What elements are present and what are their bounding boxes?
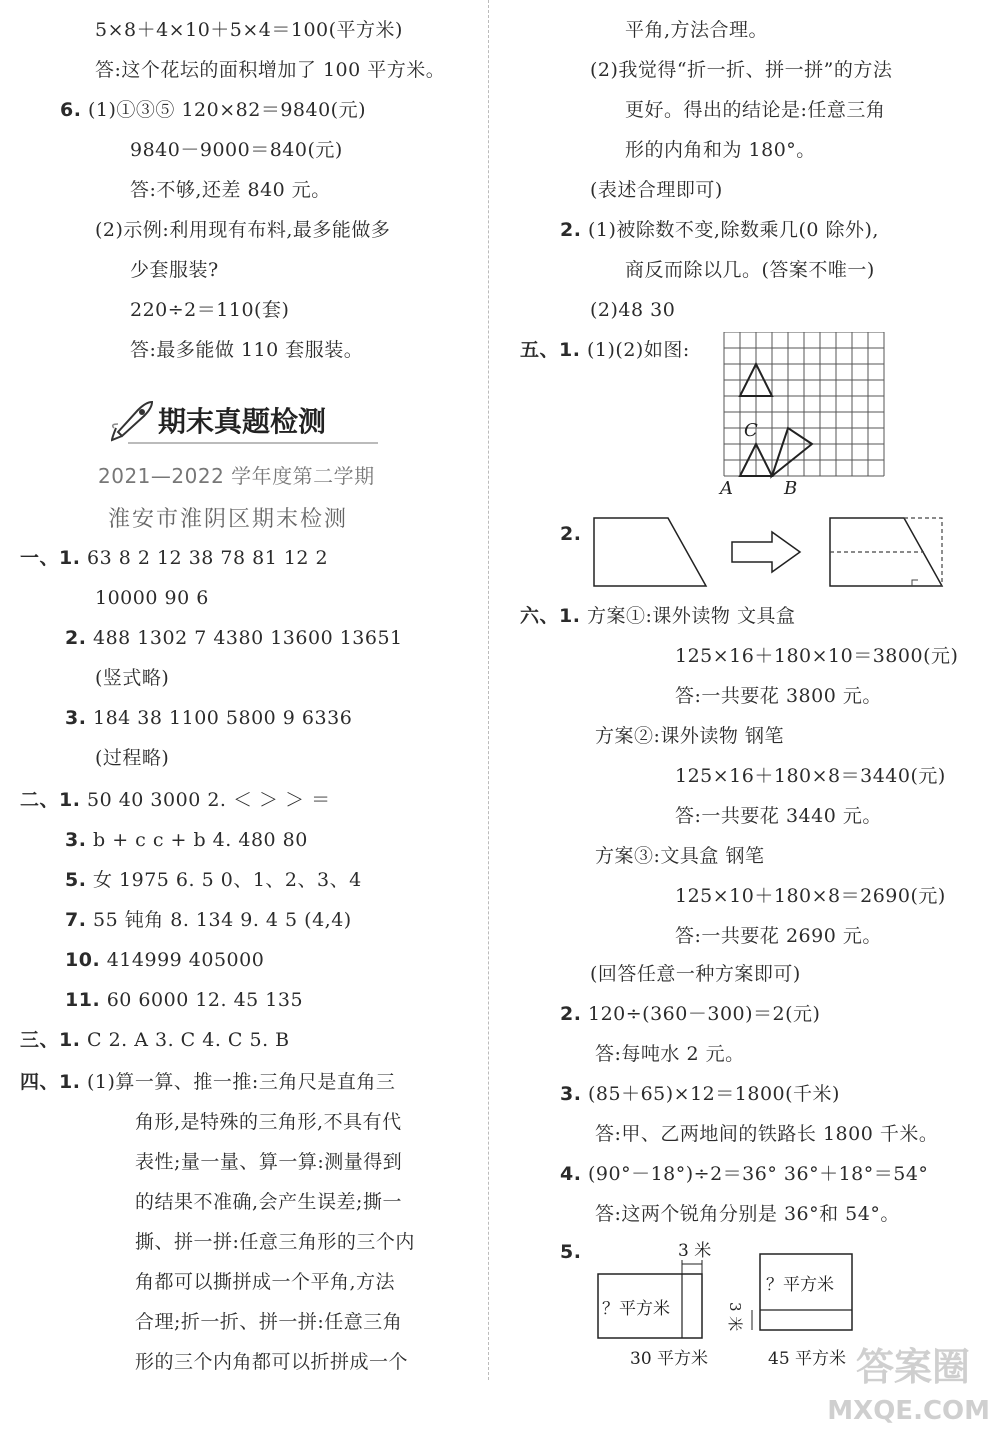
right-line [675, 764, 946, 788]
right-line [625, 138, 816, 162]
question-number: 2. [560, 523, 582, 545]
answer-text: 女 1975 6. 5 0、1、2、3、4 [93, 869, 362, 891]
answer-text: 形的内角和为 180°。 [625, 139, 816, 161]
answer-text: 55 钝角 8. 134 9. 4 5 (4,4) [93, 909, 352, 931]
answer-text: (1)算一算、推一推:三角尺是直角三 [87, 1071, 396, 1093]
right-line [675, 924, 882, 948]
left-line [95, 586, 209, 610]
left-line [135, 1230, 415, 1254]
left-line [130, 258, 219, 282]
left-line [95, 746, 169, 770]
rocket-icon [108, 398, 156, 442]
answer-text: 9840－9000＝840(元) [130, 139, 343, 161]
answer-text: 撕、拼一拼:任意三角形的三个内 [135, 1231, 415, 1253]
left-column [0, 0, 490, 1432]
trapezoid-figure [590, 512, 960, 590]
answer-text: 形的三个内角都可以折拼成一个 [135, 1351, 409, 1373]
answer-text: (过程略) [95, 747, 170, 769]
question-number: 10. [65, 949, 101, 971]
answer-text: 角都可以撕拼成一个平角,方法 [135, 1271, 396, 1293]
right-line [560, 1162, 928, 1186]
answer-text: 125×16＋180×8＝3440(元) [675, 765, 946, 787]
right-column [500, 0, 1000, 1432]
left-line [95, 218, 390, 242]
question-number: 4. [560, 1163, 582, 1185]
label-a: A [720, 478, 733, 498]
left-line [130, 338, 363, 362]
answer-text: 少套服装? [130, 259, 219, 281]
right-line [560, 1240, 581, 1264]
left-line [135, 1110, 402, 1134]
section-title: 期末真题检测 [158, 405, 327, 438]
answer-text: 答:这两个锐角分别是 36°和 54°。 [595, 1203, 900, 1225]
question-number: 2. [560, 1003, 582, 1025]
right-line [590, 58, 892, 82]
left-line [95, 58, 445, 82]
answer-text: 120÷(360－300)＝2(元) [588, 1003, 821, 1025]
answer-text: 答:这个花坛的面积增加了 100 平方米。 [95, 59, 446, 81]
right-line [560, 1002, 820, 1026]
left-line [135, 1150, 402, 1174]
right-line [595, 844, 764, 868]
answer-text: 答:一共要花 2690 元。 [675, 925, 882, 947]
answer-text: (表述合理即可) [590, 179, 723, 201]
answer-text: (2)示例:利用现有布料,最多能做多 [95, 219, 391, 241]
question-number: 5. [560, 1241, 582, 1263]
left-line [130, 138, 343, 162]
answer-text: 答:最多能做 110 套服装。 [130, 339, 364, 361]
section-header [108, 392, 378, 452]
left-line [60, 98, 366, 122]
watermark-top: 答案圈 [855, 1345, 970, 1389]
answer-text: 答:甲、乙两地间的铁路长 1800 千米。 [595, 1123, 939, 1145]
question-number: 一、1. [20, 547, 81, 569]
trapezoid-shape [594, 518, 706, 586]
question-number: 7. [65, 909, 87, 931]
title-underline [128, 442, 378, 444]
question-number: 3. [560, 1083, 582, 1105]
question-number: 2. [560, 219, 582, 241]
question-number: 3. [65, 707, 87, 729]
watermark-bottom: MXQE.COM [827, 1396, 990, 1426]
right-line [675, 804, 882, 828]
left-line [95, 666, 169, 690]
answer-text: (2)我觉得“折一折、拼一拼”的方法 [590, 59, 893, 81]
right-line [595, 724, 784, 748]
answer-text: (90°－18°)÷2＝36° 36°＋18°＝54° [588, 1163, 929, 1185]
right-line [590, 298, 675, 322]
right-line [560, 522, 581, 546]
right-line [595, 1122, 938, 1146]
left-line [20, 788, 331, 812]
answer-text: 答:一共要花 3800 元。 [675, 685, 882, 707]
answer-text: 5×8＋4×10＋5×4＝100(平方米) [95, 19, 403, 41]
answer-text: 125×10＋180×8＝2690(元) [675, 885, 946, 907]
left-rect-label: ？平方米 [602, 1299, 670, 1319]
answer-text: (2)48 30 [590, 299, 676, 321]
answer-text: 商反而除以几。(答案不唯一) [625, 259, 875, 281]
answer-text: 10000 90 6 [95, 587, 209, 609]
top-width-label: 3 米 [678, 1241, 712, 1261]
answer-text: C 2. A 3. C 4. C 5. B [87, 1029, 290, 1051]
right-line [560, 1082, 840, 1106]
answer-text: 60 6000 12. 45 135 [106, 989, 304, 1011]
right-line [520, 604, 795, 628]
left-line [135, 1270, 395, 1294]
right-line [675, 884, 946, 908]
left-line [65, 948, 264, 972]
right-line [520, 338, 690, 362]
bottom-right-label: 45 平方米 [768, 1349, 847, 1369]
answer-text: 488 1302 7 4380 13600 13651 [93, 627, 403, 649]
exam-subtitle: 淮安市淮阴区期末检测 [108, 507, 349, 532]
right-line [675, 644, 958, 668]
question-number: 三、1. [20, 1029, 81, 1051]
answer-text: 更好。得出的结论是:任意三角 [625, 99, 886, 121]
left-line [135, 1310, 402, 1334]
right-line [590, 962, 801, 986]
answer-text: 方案②:课外读物 钢笔 [595, 725, 784, 747]
side-height-label: 3 米 [726, 1302, 744, 1332]
left-line [65, 626, 403, 650]
answer-text: 答:每吨水 2 元。 [595, 1043, 745, 1065]
question-number: 6. [60, 99, 82, 121]
right-line [675, 684, 882, 708]
left-line [20, 1028, 290, 1052]
question-number: 11. [65, 989, 101, 1011]
answer-text: (85＋65)×12＝1800(千米) [588, 1083, 840, 1105]
label-c: C [744, 420, 758, 441]
left-line [65, 908, 352, 932]
answer-text: 角形,是特殊的三角形,不具有代 [135, 1111, 402, 1133]
right-line [595, 1042, 745, 1066]
question-number: 六、1. [520, 605, 581, 627]
question-number: 二、1. [20, 789, 81, 811]
left-line [130, 298, 289, 322]
answer-text: 平角,方法合理。 [625, 19, 769, 41]
left-line [65, 828, 308, 852]
left-line [65, 868, 362, 892]
question-number: 2. [65, 627, 87, 649]
left-line [20, 546, 328, 570]
answer-text: 表性;量一量、算一算:测量得到 [135, 1151, 403, 1173]
question-number: 5. [65, 869, 87, 891]
right-line [625, 98, 885, 122]
left-line [20, 1070, 395, 1094]
answer-text: (竖式略) [95, 667, 170, 689]
left-line [65, 988, 303, 1012]
answer-text: 合理;折一折、拼一拼:任意三角 [135, 1311, 403, 1333]
answer-text: 方案①:课外读物 文具盒 [587, 605, 796, 627]
arrow-right-icon [732, 532, 800, 572]
answer-text: 答:一共要花 3440 元。 [675, 805, 882, 827]
bottom-left-label: 30 平方米 [630, 1349, 709, 1369]
left-line [135, 1350, 408, 1374]
answer-text: b + c c + b 4. 480 80 [93, 829, 308, 851]
question-number: 3. [65, 829, 87, 851]
answer-text: 答:不够,还差 840 元。 [130, 179, 331, 201]
right-line [590, 178, 723, 202]
left-line [65, 706, 352, 730]
answer-text: 的结果不准确,会产生误差;撕一 [135, 1191, 402, 1213]
answer-text: 63 8 2 12 38 78 81 12 2 [87, 547, 329, 569]
answer-text: (回答任意一种方案即可) [590, 963, 801, 985]
right-rect-label: ？平方米 [766, 1275, 834, 1295]
watermark [800, 1336, 990, 1426]
left-line [95, 18, 403, 42]
left-line [135, 1190, 402, 1214]
triangle-lower-right [772, 428, 812, 476]
right-line [560, 218, 879, 242]
right-line [625, 258, 875, 282]
answer-text: (1)被除数不变,除数乘几(0 除外), [588, 219, 879, 241]
answer-text: 方案③:文具盒 钢笔 [595, 845, 765, 867]
answer-text: 184 38 1100 5800 9 6336 [93, 707, 353, 729]
grid-figure [716, 332, 886, 498]
answer-text: 220÷2＝110(套) [130, 299, 290, 321]
answer-text: (1)(2)如图: [587, 339, 690, 361]
answer-text: 50 40 3000 2. ＜ ＞ ＞ ＝ [87, 789, 331, 811]
answer-text: 414999 405000 [106, 949, 265, 971]
left-line [130, 178, 331, 202]
answer-text: 125×16＋180×10＝3800(元) [675, 645, 959, 667]
label-b: B [784, 478, 798, 498]
right-line [595, 1202, 900, 1226]
question-number: 四、1. [20, 1071, 81, 1093]
answer-text: (1)①③⑤ 120×82＝9840(元) [88, 99, 366, 121]
term-subtitle: 2021—2022 学年度第二学期 [98, 464, 375, 488]
question-number: 五、1. [520, 339, 581, 361]
right-line [625, 18, 768, 42]
